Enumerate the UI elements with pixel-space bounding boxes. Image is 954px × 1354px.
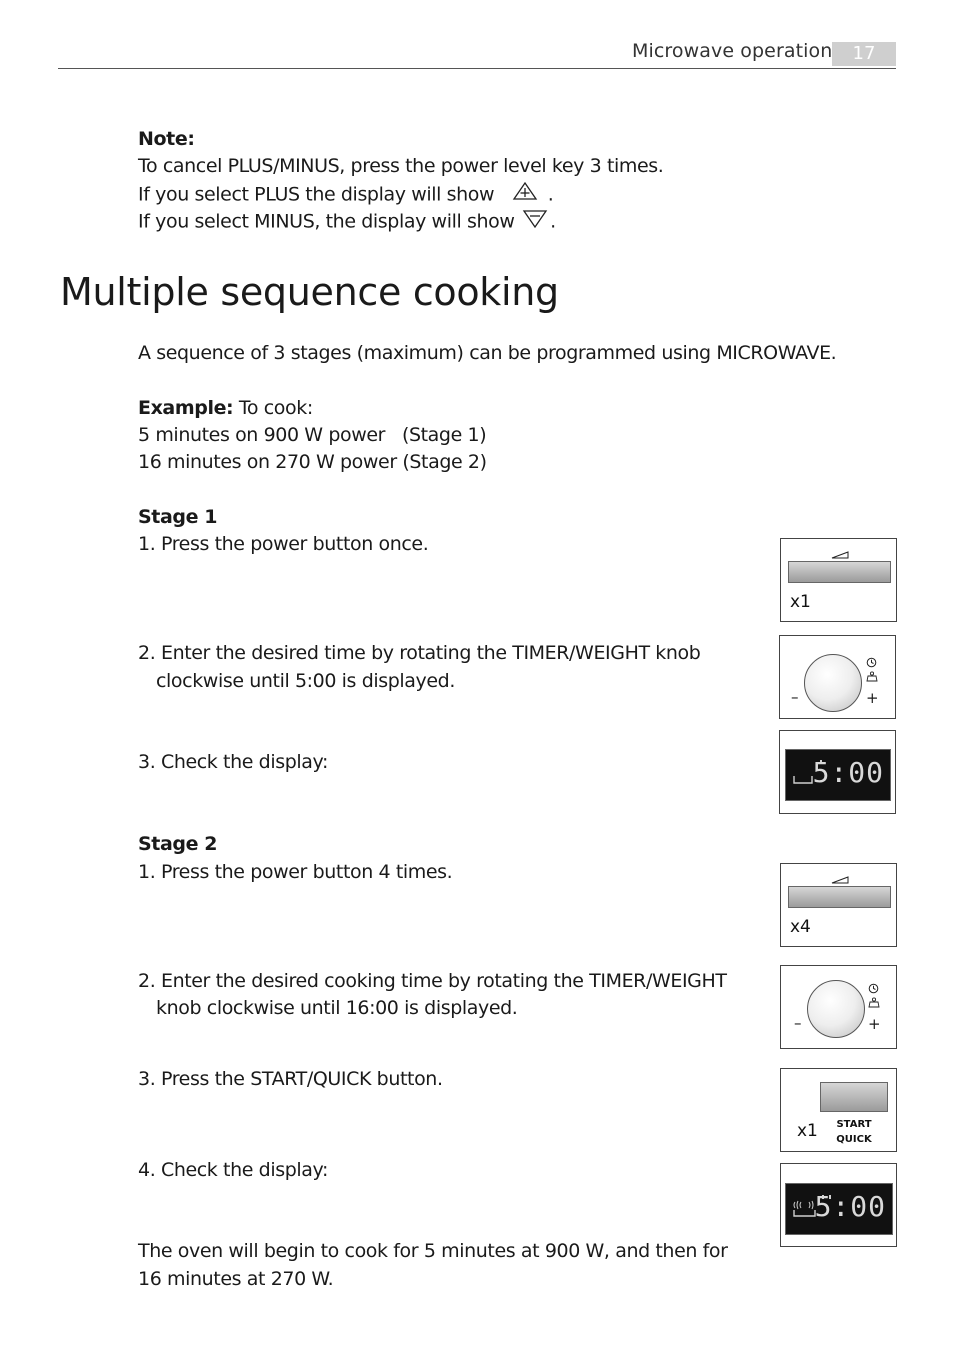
stage-1-heading: Stage 1 <box>138 506 218 528</box>
note-line-2 <box>138 181 553 209</box>
weight-icon <box>868 993 880 1012</box>
header-rule <box>58 68 896 69</box>
example-stage-2: 16 minutes on 270 W power (Stage 2) <box>138 451 487 473</box>
plus-triangle-icon <box>512 181 538 209</box>
stage-2-step-2b: knob clockwise until 16:00 is displayed. <box>156 997 518 1019</box>
note-line-2-end: . <box>547 183 554 206</box>
note-line-1: To cancel PLUS/MINUS, press the power level key 3 times. <box>138 155 664 177</box>
oven-display-2 <box>785 1183 893 1235</box>
display-time-2: 5:00 <box>814 1190 886 1223</box>
note-label: Note: <box>138 128 195 150</box>
stage-2-step-4: 4. Check the display: <box>138 1159 328 1181</box>
start-quick-button-illustration <box>780 1068 897 1152</box>
quick-label: QUICK <box>836 1134 872 1145</box>
page-number: 17 <box>832 42 896 66</box>
stage-1-step-2b: clockwise until 5:00 is displayed. <box>156 670 455 692</box>
running-header-section: Microwave operation <box>632 40 833 62</box>
press-count: x4 <box>790 917 811 937</box>
closing-line-1: The oven will begin to cook for 5 minutes at 900 W, and then for <box>138 1240 728 1262</box>
microwave-icon <box>792 770 814 790</box>
power-button <box>788 886 891 908</box>
knob-minus-label: – <box>791 688 799 706</box>
press-count: x1 <box>797 1121 818 1141</box>
intro-text: A sequence of 3 stages (maximum) can be programmed using MICROWAVE. <box>138 342 837 364</box>
knob-plus-label: + <box>868 1015 881 1033</box>
stage-2-heading: Stage 2 <box>138 833 218 855</box>
display-illustration-1 <box>779 730 896 814</box>
example-stage-1: 5 minutes on 900 W power (Stage 1) <box>138 424 487 446</box>
press-count: x1 <box>790 592 811 612</box>
power-button-once-illustration <box>780 538 897 622</box>
timer-weight-knob-illustration-2 <box>780 965 897 1049</box>
oven-display-1 <box>785 749 891 801</box>
note-line-3-text: If you select MINUS, the display will show <box>138 210 515 233</box>
minus-triangle-icon <box>522 208 548 236</box>
power-button-four-times-illustration <box>780 863 897 947</box>
weight-icon <box>866 667 878 686</box>
note-line-2-text: If you select PLUS the display will show <box>138 183 495 206</box>
timer-weight-knob <box>807 980 865 1038</box>
stage-2-step-3: 3. Press the START/QUICK button. <box>138 1068 443 1090</box>
start-quick-label <box>829 1117 879 1147</box>
display-time-1: 5:00 <box>812 756 884 789</box>
note-line-3 <box>138 208 556 236</box>
power-button <box>788 561 891 583</box>
note-line-3-end: . <box>550 210 556 233</box>
example-label: Example: <box>138 397 234 419</box>
display-illustration-2 <box>780 1163 897 1247</box>
page-title: Multiple sequence cooking <box>60 270 559 314</box>
start-label: START <box>836 1119 872 1130</box>
timer-weight-knob <box>804 654 862 712</box>
stage-1-step-3: 3. Check the display: <box>138 751 328 773</box>
start-quick-button <box>820 1082 888 1112</box>
stage-2-step-1: 1. Press the power button 4 times. <box>138 861 453 883</box>
stage-2-step-2a: 2. Enter the desired cooking time by rotating the TIMER/WEIGHT <box>138 970 727 992</box>
knob-minus-label: – <box>794 1014 802 1032</box>
example-line <box>138 395 313 422</box>
stage-1-step-1: 1. Press the power button once. <box>138 533 429 555</box>
closing-line-2: 16 minutes at 270 W. <box>138 1268 334 1290</box>
example-text: To cook: <box>233 397 313 419</box>
stage-1-step-2a: 2. Enter the desired time by rotating the TIMER/WEIGHT knob <box>138 642 701 664</box>
knob-plus-label: + <box>866 689 879 707</box>
timer-weight-knob-illustration-1 <box>779 635 896 719</box>
